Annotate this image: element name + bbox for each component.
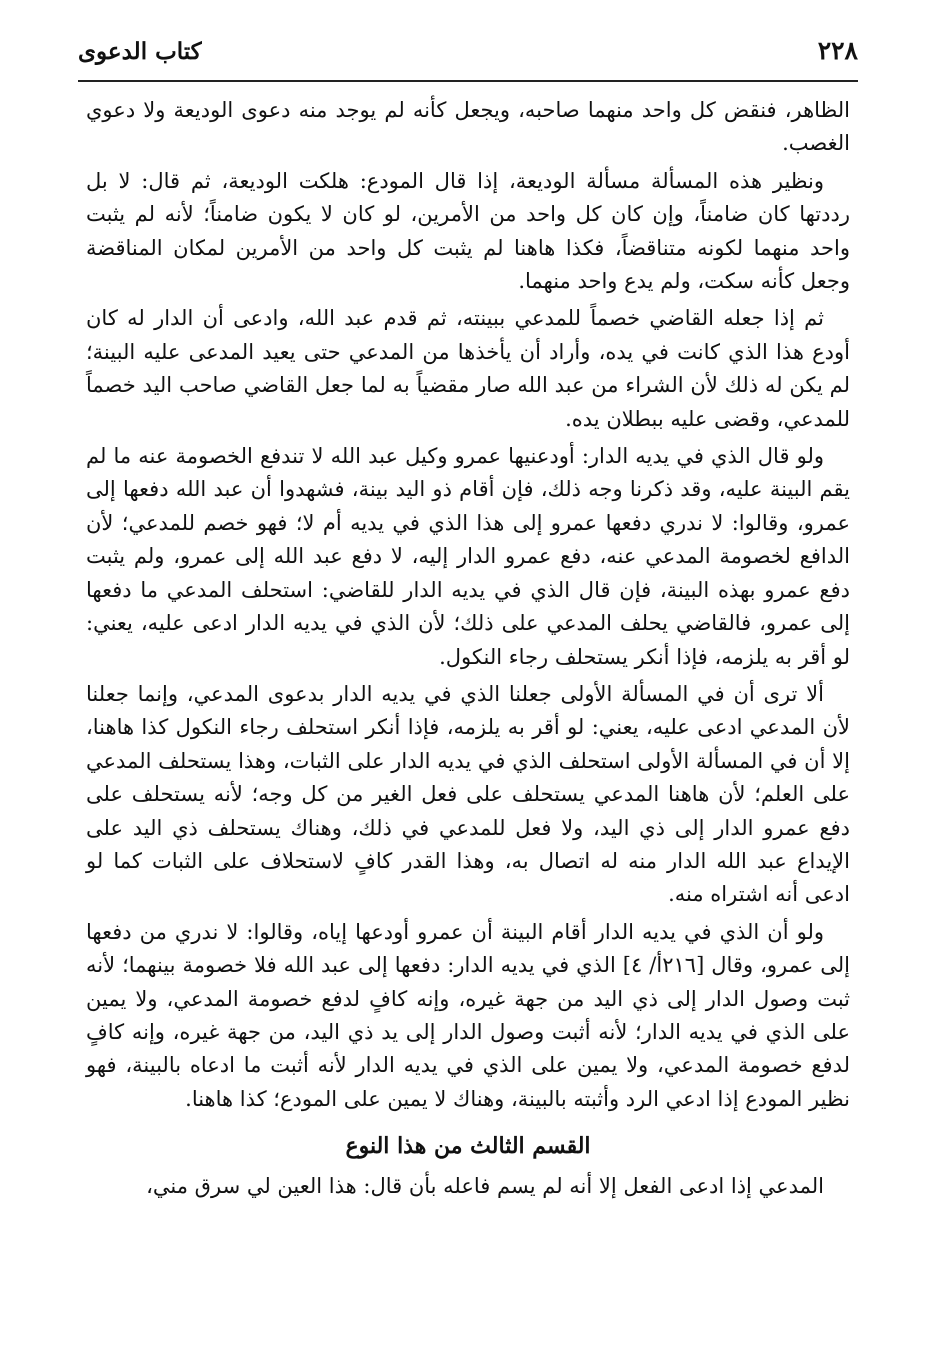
paragraph: ولو قال الذي في يديه الدار: أودعنيها عمرو وكيل عبد الله لا تندفع الخصومة عنه ما لم يقم البينة عليه، وقد ذكرنا وجه ذلك، فإن أقام ذو اليد بينة، فشهدوا أن عبد الله دفعها إلى عمرو، وقالوا: لا ندري دفعها عمرو إلى هذا الذي في يديه أم لا؛ فهو خصم للمدعي؛ لأن الدافع لخصومة المدعي عنه، دفع عمرو الدار إليه، لا دفع عبد الله إلى عمرو، ولم يثبت دفع عمرو بهذه البينة، فإن قال الذي في يديه الدار للقاضي: استحلف المدعي ما دفعها إلى عمرو، فالقاضي يحلف المدعي على ذلك؛ لأن الذي في يديه الدار ادعى عليه، يعني: لو أقر به يلزمه، فإذا أنكر يستحلف رجاء النكول. [86, 444, 850, 669]
running-title: كتاب الدعوى [78, 38, 202, 65]
paragraph: المدعي إذا ادعى الفعل إلا أنه لم يسم فاعله بأن قال: هذا العين لي سرق مني، [146, 1173, 824, 1198]
paragraph: ونظير هذه المسألة مسألة الوديعة، إذا قال المودع: هلكت الوديعة، ثم قال: لا بل رددتها كان ضامناً، وإن كان كل واحد من الأمرين، لو كان لا يكون ضامناً؛ لأنه لم يثبت واحد منهما لكونه متناقضاً، فكذا هاهنا لم يثبت كل واحد من الأمرين لمكان المناقضة وجعل كأنه سكت، ولم يدع واحد منهما. [86, 168, 850, 294]
paragraph: ثم إذا جعله القاضي خصماً للمدعي ببينته، ثم قدم عبد الله، وادعى أن الدار له كان أودع هذا الذي كانت في يده، وأراد أن يأخذها من المدعي حتى يعيد المدعى عليه البينة؛ لم يكن له ذلك لأن الشراء من عبد الله صار مقضياً به لما جعل القاضي صاحب اليد خصماً للمدعي، وقضى عليه ببطلان يده. [86, 306, 850, 431]
paragraph: ولو أن الذي في يديه الدار أقام البينة أن عمرو أودعها إياه، وقالوا: لا ندري من دفعها إلى عمرو، وقال [٢١٦أ/ ٤] الذي في يديه الدار: دفعها إلى عبد الله فلا خصومة بينهما؛ لأنه ثبت وصول الدار إلى ذي اليد من جهة غيره، وإنه كافٍ لدفع خصومة المدعي، ولا يمين على الذي في يديه الدار؛ لأنه أثبت وصول الدار إلى يد ذي اليد، من جهة غيره، وإنه كافٍ لدفع خصومة المدعي، ولا يمين على الذي في يديه الدار لأنه أثبت ما ادعاه بالبينة، فهو نظير المودع إذا ادعي الرد وأثبته بالبينة، وهناك لا يمين على المودع؛ كذا هاهنا. [86, 919, 851, 1111]
section-heading: القسم الثالث من هذا النوع [345, 1133, 591, 1160]
paragraph: ألا ترى أن في المسألة الأولى جعلنا الذي في يديه الدار بدعوى المدعي، وإنما جعلنا لأن المدعي ادعى عليه، يعني: لو أقر به يلزمه، فإذا أنكر استحلف رجاء النكول كذا هاهنا، إلا أن في المسألة الأولى استحلف الذي في يديه الدار على الثبات، وهذا يستحلف المدعي على العلم؛ لأن هاهنا المدعي يستحلف على فعل الغير من كل وجه؛ لأنه يستحلف على دفع عمرو الدار إلى ذي اليد، ولا فعل للمدعي في ذلك، وهناك يستحلف ذي اليد على الإيداع عبد الله الدار منه له اتصال به، وهذا القدر كافٍ لاستحلاف على الثبات كما لو ادعى أنه اشتراه منه. [86, 681, 850, 907]
paragraph: الظاهر، فنقض كل واحد منهما صاحبه، ويجعل كأنه لم يوجد منه دعوى الوديعة ولا دعوي الغصب. [86, 98, 850, 156]
header-divider [78, 80, 858, 82]
page-number: ٢٢٨ [817, 36, 858, 65]
page-header [78, 36, 858, 76]
body-text [86, 94, 850, 1207]
